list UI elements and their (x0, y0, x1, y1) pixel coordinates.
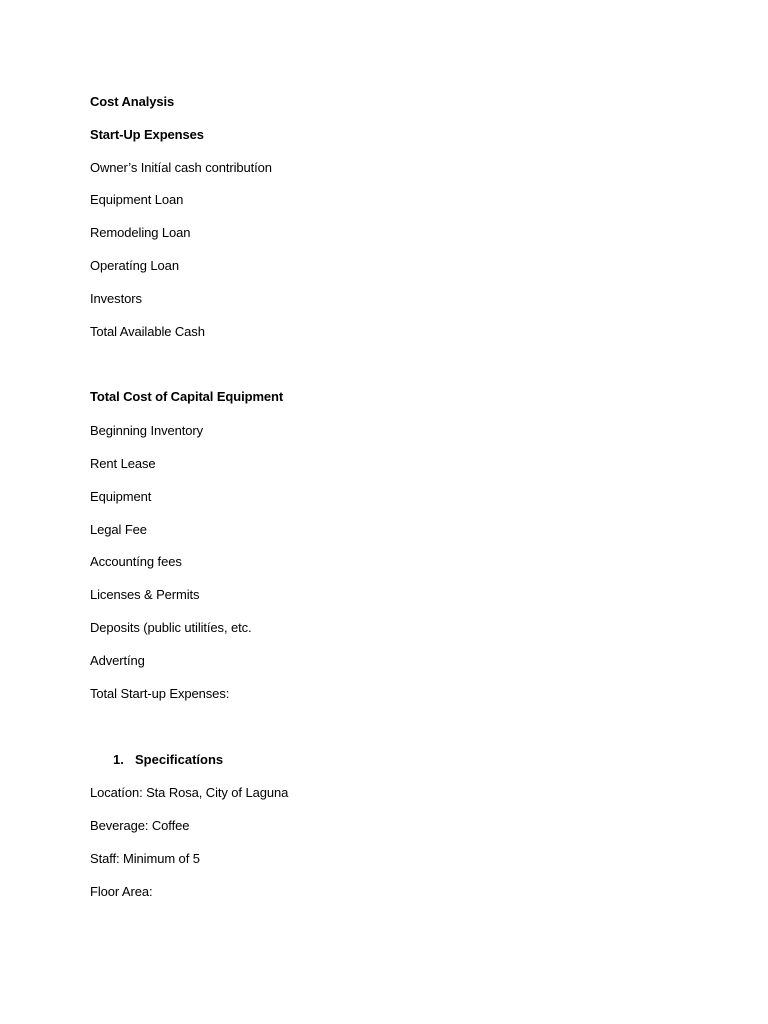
total-startup-expenses-line: Total Start-up Expenses: (90, 686, 230, 701)
location-line: Locatíon: Sta Rosa, City of Laguna (90, 785, 289, 800)
investors-line: Investors (90, 291, 142, 306)
equipment-line: Equipment (90, 489, 152, 504)
licenses-permits-line: Licenses & Permits (90, 587, 200, 602)
rent-lease-line: Rent Lease (90, 456, 156, 471)
advertising-line: Advertíng (90, 653, 145, 668)
floor-area-line: Floor Area: (90, 884, 153, 899)
accounting-fees-line: Accountíng fees (90, 554, 182, 569)
remodeling-loan-line: Remodeling Loan (90, 225, 191, 240)
equipment-loan-line: Equipment Loan (90, 192, 184, 207)
cost-analysis-title: Cost Analysis (90, 94, 175, 109)
deposits-line: Deposits (public utilitíes, etc. (90, 620, 252, 635)
capital-equipment-heading: Total Cost of Capital Equipment (90, 389, 284, 404)
specifications-number: 1. (113, 752, 124, 767)
total-available-cash-line: Total Available Cash (90, 324, 205, 339)
startup-expenses-heading: Start-Up Expenses (90, 127, 204, 142)
specifications-heading: Specificatíons (135, 752, 224, 767)
legal-fee-line: Legal Fee (90, 522, 147, 537)
beverage-line: Beverage: Coffee (90, 818, 190, 833)
operating-loan-line: Operatíng Loan (90, 258, 179, 273)
staff-line: Staff: Minimum of 5 (90, 851, 200, 866)
beginning-inventory-line: Beginning Inventory (90, 423, 204, 438)
owners-cash-contribution-line: Owner’s Initíal cash contributíon (90, 160, 272, 175)
